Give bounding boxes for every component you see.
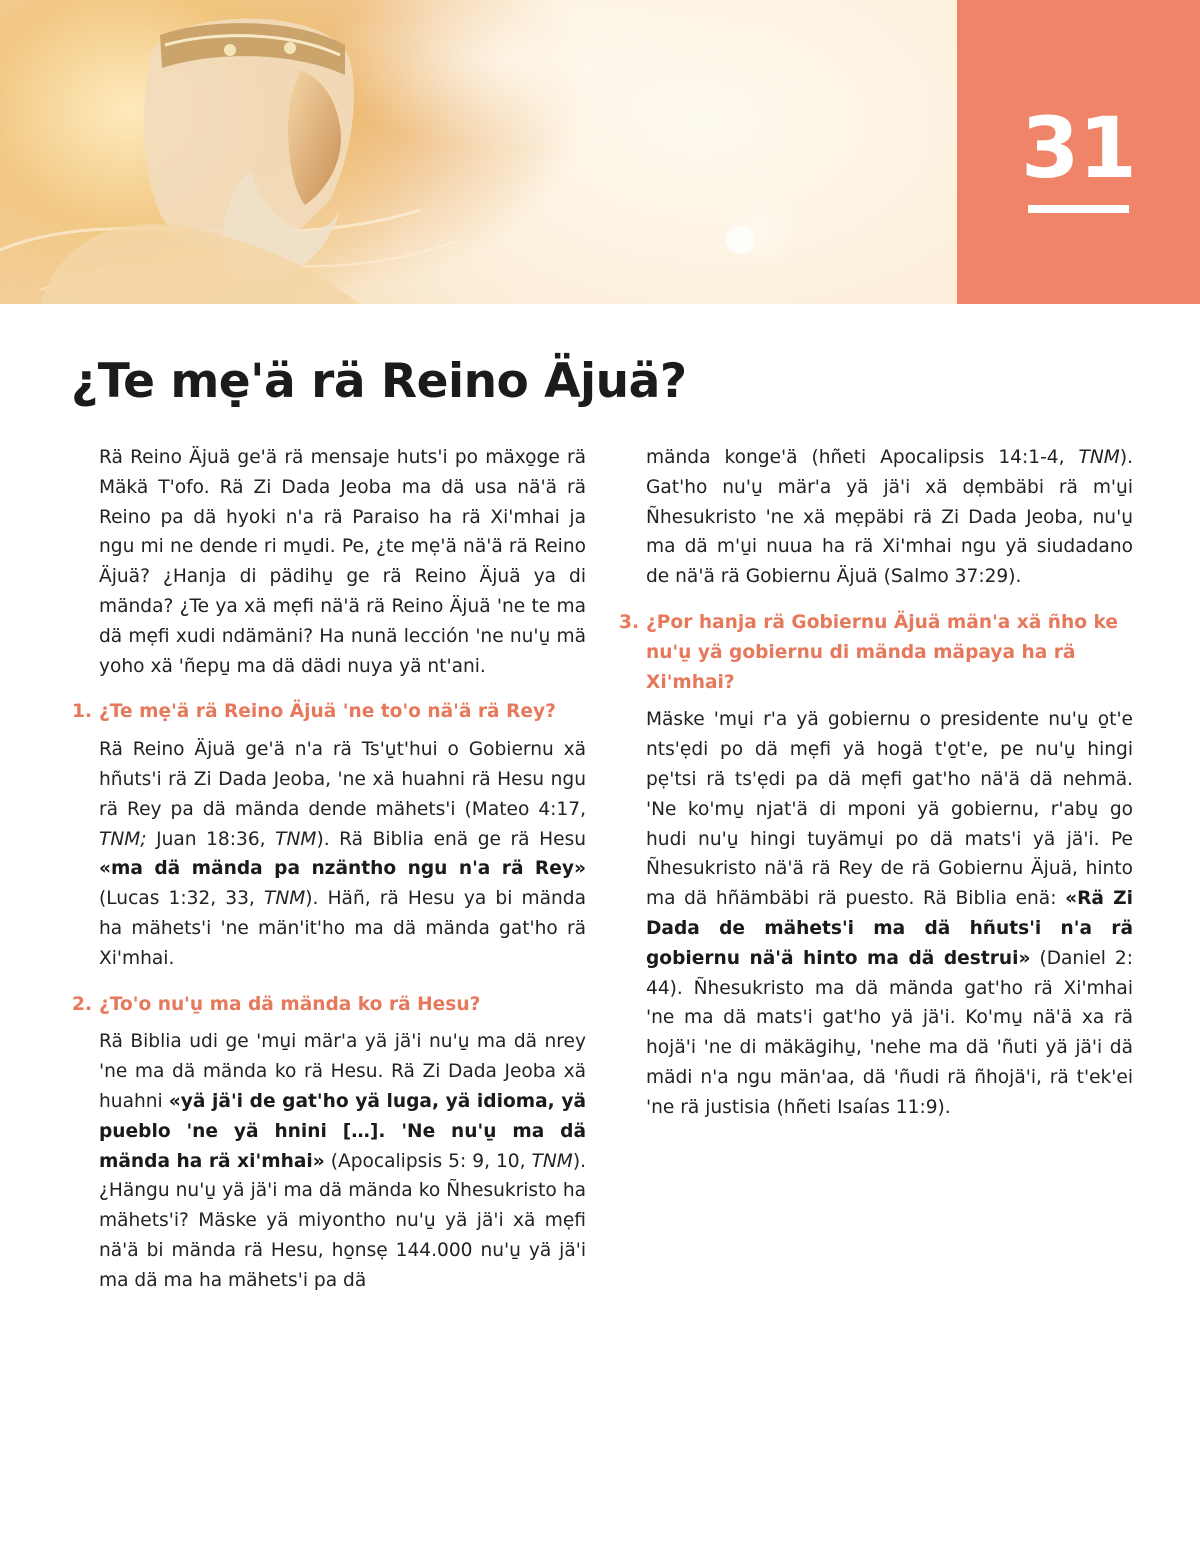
question-3 bbox=[619, 608, 1133, 697]
scripture-ref: TNM bbox=[531, 1150, 573, 1172]
question-2 bbox=[72, 990, 586, 1020]
scripture-ref: TNM bbox=[263, 888, 306, 910]
lesson-number-box bbox=[957, 0, 1200, 304]
answer-3-paragraph bbox=[646, 705, 1133, 1122]
answer-2-paragraph bbox=[99, 1027, 586, 1295]
question-1-text: ¿Te mẹ'ä rä Reino Äjuä 'ne to'o nä'ä rä Rey? bbox=[99, 701, 556, 723]
right-column bbox=[619, 443, 1134, 1123]
answer-3-text-b: (Daniel 2: 44). Ñhesukristo ma dä mända gat'ho rä Xi'mhai 'ne ma dä mats'i gat'ho yä jä'i. Ko'mu̱ nä'ä xa rä hojä'i 'ne di mäkägihu̱, 'nehe ma dä 'ñuti yä jä'i dä mädi n'a ngu män'aa, dä 'ñudi rä ñhojä'i, rä t'ek'ei 'ne rä justisia (hñeti Isaías 11:9). bbox=[646, 947, 1134, 1118]
answer-2-text-a: Rä Biblia udi ge 'mu̱i mär'a yä jä'i nu'u̱ ma dä nrey 'ne ma dä mända ko rä Hesu. Rä Zi Dada Jeoba xä huahni bbox=[99, 1031, 586, 1112]
bible-quote: «ma dä mända pa nzäntho ngu n'a rä Rey» bbox=[99, 858, 586, 880]
answer-1-text-d: (Lucas 1:32, 33, bbox=[99, 888, 264, 910]
answer-1-text-a: Rä Reino Äjuä ge'ä n'a rä Ts'u̱t'hui o Gobiernu xä hñuts'i rä Zi Dada Jeoba, 'ne xä huahni rä Hesu ngu rä Rey pa dä mända dende mähets'i (Mateo 4:17, bbox=[99, 739, 586, 820]
answer-1-text-e: ). Häñ, rä Hesu ya bi mända ha mähets'i 'ne män'it'ho ma dä mända gat'ho rä Xi'mhai. bbox=[99, 888, 587, 969]
answer-2-continued bbox=[646, 443, 1133, 592]
scripture-ref: TNM bbox=[275, 828, 317, 850]
hero-illustration bbox=[0, 0, 957, 304]
answer-2-text-d: mända konge'ä (hñeti Apocalipsis 14:1-4, bbox=[646, 447, 1079, 468]
bible-quote: «Rä Zi Dada de mähets'i ma dä hñuts'i n'a rä gobiernu nä'ä hinto ma dä destrui» bbox=[646, 888, 1134, 969]
question-1 bbox=[72, 697, 586, 727]
scripture-ref: TNM; bbox=[99, 828, 147, 850]
question-2-number: 2. bbox=[72, 993, 93, 1015]
lesson-number-underline bbox=[1028, 205, 1129, 213]
question-3-text: ¿Por hanja rä Gobiernu Äjuä män'a xä ñho ke nu'u̱ yä gobiernu di mända mäpaya ha rä Xi'mhai? bbox=[646, 611, 1118, 693]
answer-3-text-a: Mäske 'mu̱i r'a yä gobiernu o presidente nu'u̱ o̱t'e nts'ẹdi po dä mẹfi yä hogä t'o̱t'e, pe nu'u̱ hingi pẹ'tsi rä ts'ẹdi pa dä mẹfi gat'ho nä'ä dä nehmä. 'Ne ko'mu̱ njat'ä di mponi yä gobiernu, r'abu̱ go hudi nu'u̱ hingi tuyämu̱i po dä mats'i yä jä'i. Pe Ñhesukristo nä'ä rä Rey de rä Gobiernu Äjuä, hinto ma dä hñämbäbi rä puesto. Rä Biblia enä: bbox=[646, 709, 1133, 910]
king-illustration-icon bbox=[0, 0, 957, 304]
lesson-number: 31 bbox=[1021, 99, 1136, 197]
question-1-number: 1. bbox=[72, 701, 93, 723]
answer-2-text-b: (Apocalipsis 5: 9, 10, bbox=[324, 1150, 532, 1172]
answer-2-text-e: ). Gat'ho nu'u̱ mär'a yä jä'i xä dẹmbäbi rä m'u̱i Ñhesukristo 'ne xä mẹpäbi rä Zi Dada Jeoba, nu'u̱ ma dä m'u̱i nuua ha rä Xi'mhai ngu yä siudadano de nä'ä rä Gobiernu Äjuä (Salmo 37:29). bbox=[646, 447, 1133, 588]
answer-2-text-c: ). ¿Hängu nu'u̱ yä jä'i ma dä mända ko Ñhesukristo ha mähets'i? Mäske yä miyontho nu'u̱ yä jä'i xä mẹfi nä'ä bi mända rä Hesu, ho̱nsẹ 144.000 nu'u̱ yä jä'i ma dä ma ha mähets'i pa dä bbox=[99, 1150, 587, 1291]
scripture-ref: TNM bbox=[1078, 447, 1120, 468]
question-3-number: 3. bbox=[619, 611, 640, 633]
intro-paragraph: Rä Reino Äjuä ge'ä rä mensaje huts'i po mäxo̱ge rä Mäkä T'ofo. Rä Zi Dada Jeoba ma dä usa nä'ä rä Reino pa dä hyoki n'a rä Paraiso ha rä Xi'mhai ja ngu mi ne dende ri mu̱di. Pe, ¿te mẹ'ä nä'ä rä Reino Äjuä? ¿Hanja di pädihu̱ ge rä Reino Äjuä ya di mända? ¿Te ya xä mẹfi nä'ä rä Reino Äjuä 'ne te ma dä mẹfi xudi ndämäni? Ha nunä lección 'ne nu'u̱ mä yoho xä 'ñepu̱ ma dä dädi nuya yä nt'ani. bbox=[99, 447, 586, 677]
answer-1-paragraph bbox=[99, 735, 586, 973]
answer-1-text-c: ). Rä Biblia enä ge rä Hesu bbox=[316, 828, 586, 850]
question-2-text: ¿To'o nu'u̱ ma dä mända ko rä Hesu? bbox=[99, 993, 481, 1015]
left-column bbox=[72, 443, 587, 1296]
bible-quote: «yä jä'i de gat'ho yä luga, yä idioma, yä pueblo 'ne yä hnini […]. 'Ne nu'u̱ ma dä mända ha rä xi'mhai» bbox=[99, 1090, 587, 1172]
page-title: ¿Te mẹ'ä rä Reino Äjuä? bbox=[71, 354, 687, 409]
answer-1-text-b: Juan 18:36, bbox=[146, 828, 276, 850]
